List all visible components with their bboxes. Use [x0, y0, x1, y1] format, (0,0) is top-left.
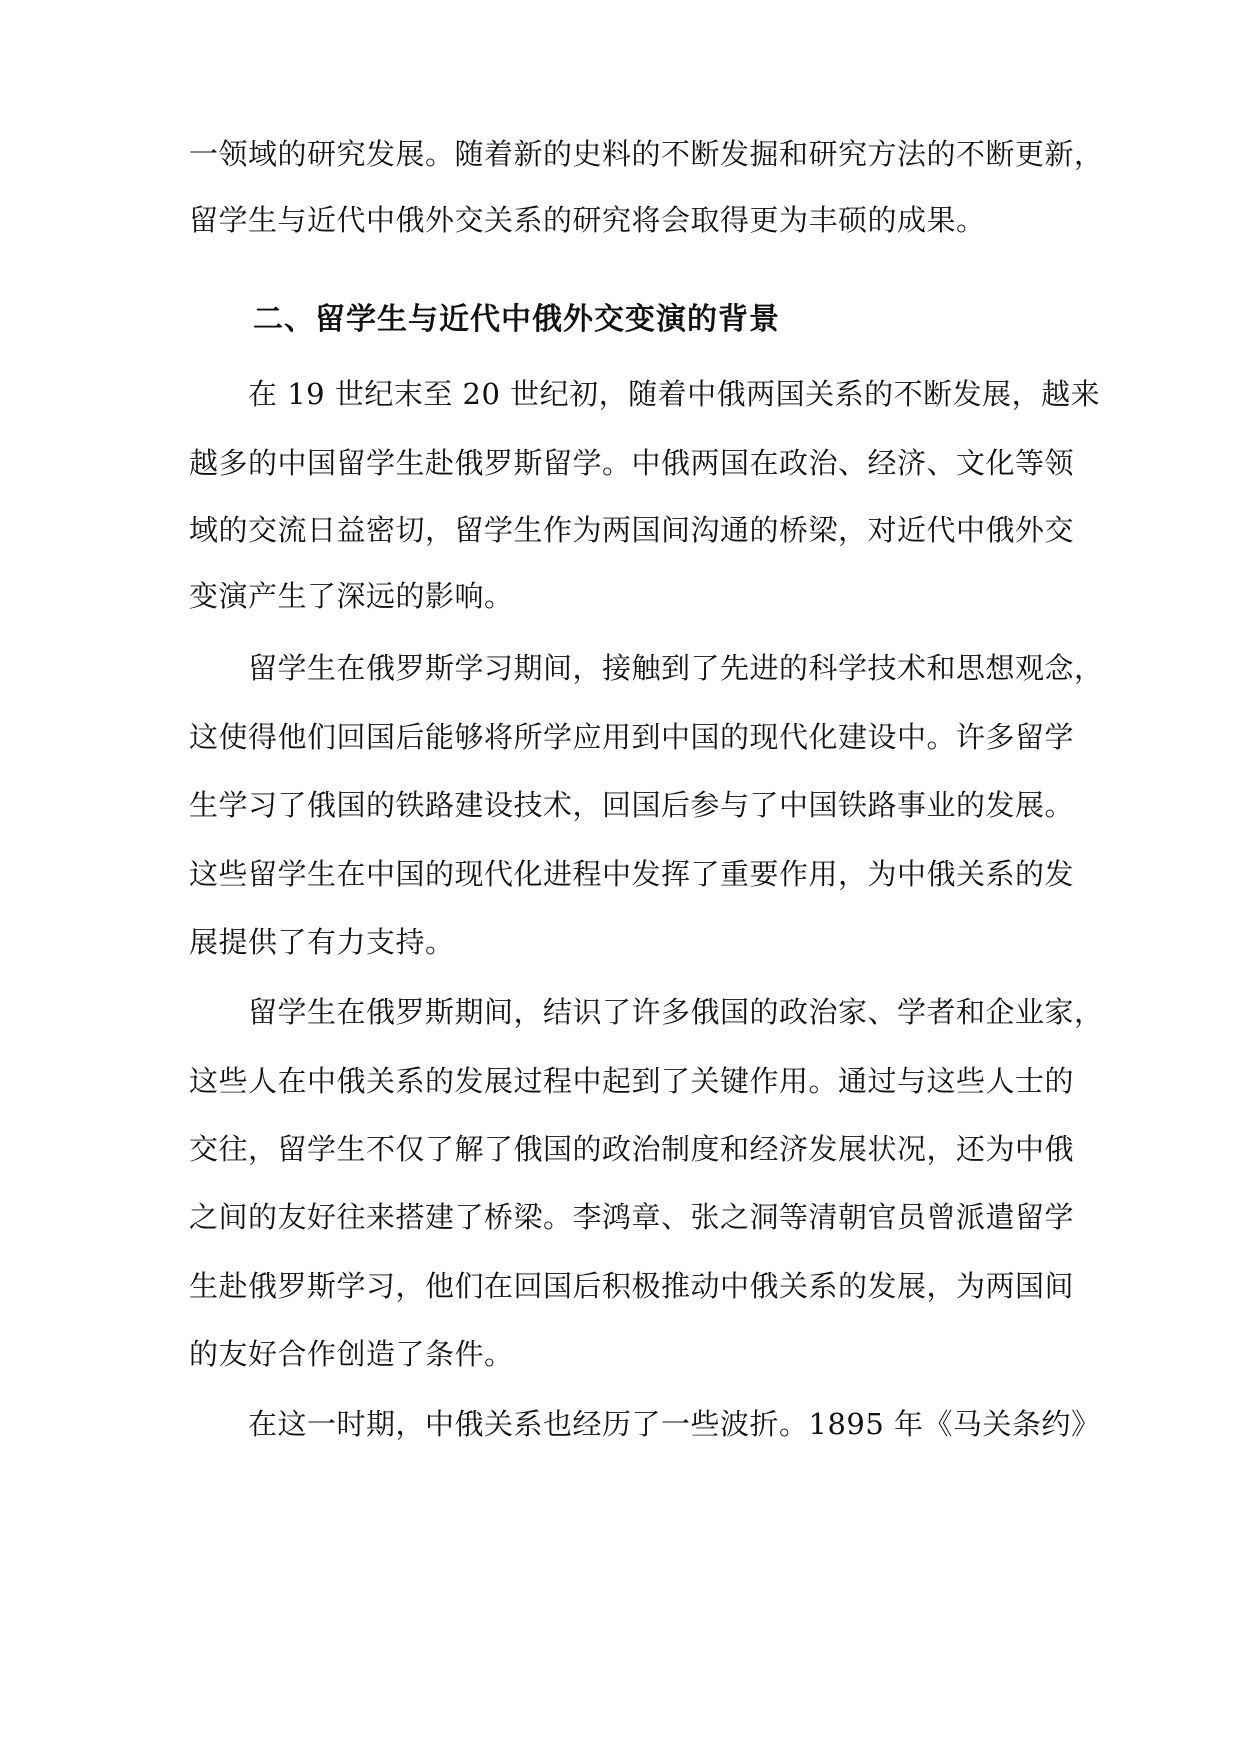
- text-line: 这些人在中俄关系的发展过程中起到了关键作用。通过与这些人士的: [189, 1064, 1075, 1098]
- paragraph-first-line: 在 19 世纪末至 20 世纪初，随着中俄两国关系的不断发展，越来: [248, 377, 1101, 411]
- text-line: 变演产生了深远的影响。: [189, 579, 514, 613]
- text-line: 域的交流日益密切，留学生作为两国间沟通的桥梁，对近代中俄外交: [189, 513, 1075, 547]
- text-line: 生赴俄罗斯学习，他们在回国后积极推动中俄关系的发展，为两国间: [189, 1269, 1075, 1303]
- text-line: 之间的友好往来搭建了桥梁。李鸿章、张之洞等清朝官员曾派遣留学: [189, 1200, 1075, 1234]
- text-line: 这使得他们回国后能够将所学应用到中国的现代化建设中。许多留学: [189, 720, 1075, 754]
- text-line: 留学生与近代中俄外交关系的研究将会取得更为丰硕的成果。: [189, 203, 986, 237]
- text-line: 生学习了俄国的铁路建设技术，回国后参与了中国铁路事业的发展。: [189, 788, 1075, 822]
- text-line: 一领域的研究发展。随着新的史料的不断发掘和研究方法的不断更新，: [189, 137, 1104, 171]
- text-line: 展提供了有力支持。: [189, 925, 455, 959]
- paragraph-first-line: 留学生在俄罗斯学习期间，接触到了先进的科学技术和思想观念，: [248, 651, 1104, 685]
- text-line: 这些留学生在中国的现代化进程中发挥了重要作用，为中俄关系的发: [189, 857, 1075, 891]
- section-heading: 二、留学生与近代中俄外交变演的背景: [253, 302, 780, 337]
- paragraph-first-line: 在这一时期，中俄关系也经历了一些波折。1895 年《马关条约》: [248, 1407, 1101, 1441]
- text-line: 越多的中国留学生赴俄罗斯留学。中俄两国在政治、经济、文化等领: [189, 446, 1075, 480]
- text-line: 交往，留学生不仅了解了俄国的政治制度和经济发展状况，还为中俄: [189, 1132, 1075, 1166]
- text-line: 的友好合作创造了条件。: [189, 1337, 514, 1371]
- paragraph-first-line: 留学生在俄罗斯期间，结识了许多俄国的政治家、学者和企业家，: [248, 995, 1104, 1029]
